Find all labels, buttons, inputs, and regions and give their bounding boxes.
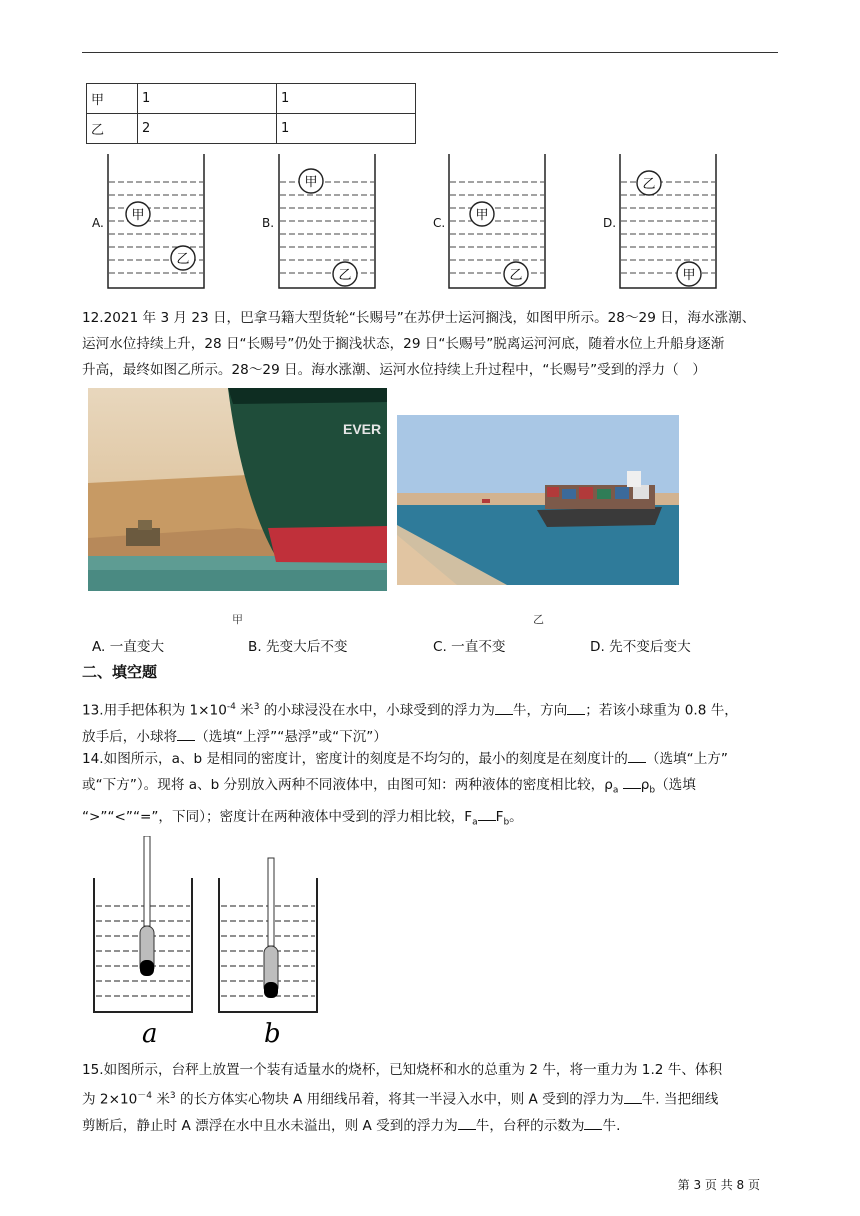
text: 剪断后，静止时 A 漂浮在水中且水未溢出，则 A 受到的浮力为 [82, 1117, 458, 1134]
table-cell: 2 [138, 114, 277, 144]
superscript: －4 [137, 1091, 152, 1101]
photo-caption-jia: 甲 [232, 613, 243, 626]
text: 的长方体实心物块 A 用细线吊着，将其一半浸入水中，则 A 受到的浮力为 [175, 1091, 624, 1108]
q13-line-1 [82, 694, 782, 724]
q12-line-2: 运河水位持续上升，28 日“长赐号”仍处于搁浅状态，29 日“长赐号”脱离运河河底，随着水位上升船身逐渐 [82, 336, 725, 352]
small-boat [482, 499, 490, 503]
photo-ship-refloated [397, 415, 679, 585]
hydrometer-figure [88, 836, 328, 1046]
water-lines [280, 182, 374, 273]
water-lines [621, 182, 715, 273]
fig-label-b: b [264, 1019, 281, 1046]
table-cell: 1 [138, 84, 277, 114]
option-d-label: D. [603, 216, 617, 230]
text: 米 [152, 1091, 170, 1108]
subscript: a [612, 785, 619, 796]
text: ρ [640, 777, 650, 793]
table-row [87, 114, 416, 144]
answer-blank[interactable] [623, 774, 641, 789]
option-b-label: B. [262, 216, 275, 230]
text: 牛. 当把细线 [641, 1091, 719, 1108]
q14-text [82, 746, 782, 835]
q14-line-3 [82, 804, 782, 836]
ball-yi-label: 乙 [176, 252, 190, 267]
subscript: a [472, 817, 478, 828]
q13-text [82, 694, 782, 750]
q15-line-1: 15.如图所示，台秤上放置一个装有适量水的烧杯，已知烧杯和水的总重为 2 牛，将一重力为 1.2 牛、体积 [82, 1062, 723, 1078]
fig-label-a: a [142, 1019, 158, 1046]
water-lines [450, 182, 544, 273]
table-cell: 1 [277, 114, 416, 144]
answer-blank[interactable] [584, 1115, 602, 1130]
answer-blank[interactable] [458, 1115, 476, 1130]
text: 的小球浸没在水中，小球受到的浮力为 [259, 702, 495, 719]
superscript: 3 [253, 702, 260, 712]
text: 牛. [602, 1117, 621, 1134]
text: 13.用手把体积为 1×10 [82, 702, 227, 719]
subscript: b [649, 785, 656, 796]
table-cell: 甲 [87, 84, 138, 114]
superscript: -4 [226, 702, 236, 712]
text: ；若该小球重为 0.8 牛， [585, 702, 738, 719]
subscript: b [503, 817, 510, 828]
text: F [495, 808, 504, 825]
text: 米 [235, 702, 254, 719]
text: 或“下方”）。现将 a、b 分别放入两种不同液体中，由图可知：两种液体的密度相比较，ρ [82, 777, 613, 793]
ball-jia-label: 甲 [682, 268, 696, 283]
ball-jia-label: 甲 [304, 175, 318, 190]
q12-line-1: 12.2021 年 3 月 23 日，巴拿马籍大型货轮“长赐号”在苏伊士运河搁浅，如图甲所示。28～29 日，海水涨潮、 [82, 310, 756, 326]
q12-text [82, 305, 782, 383]
page-footer: 第 3 页 共 8 页 [677, 1178, 760, 1192]
photo-caption-yi: 乙 [533, 613, 544, 626]
q15-line-2 [82, 1083, 782, 1113]
beaker-b-fig [219, 858, 317, 1012]
ball-jia-label: 甲 [131, 208, 145, 223]
answer-blank[interactable] [624, 1089, 642, 1104]
section-title: 二、填空题 [82, 663, 158, 681]
beaker-a [105, 152, 207, 290]
photo-ship-stranded [88, 388, 387, 591]
q15-line-3 [82, 1113, 782, 1139]
ball-yi-label: 乙 [338, 268, 352, 283]
option-c-label: C. [433, 216, 446, 230]
choice-d: D. 先不变后变大 [590, 639, 691, 655]
beaker-a-fig [94, 836, 192, 1012]
density-table [86, 83, 416, 144]
text: 14.如图所示，a、b 是相同的密度计，密度计的刻度是不均匀的，最小的刻度是在刻度计的 [82, 751, 628, 767]
ship-name-text: EVER [343, 421, 382, 437]
table-cell: 1 [277, 84, 416, 114]
table-row [87, 84, 416, 114]
q14-line-1 [82, 746, 782, 772]
answer-blank[interactable] [495, 700, 513, 715]
ball-yi-label: 乙 [642, 177, 656, 192]
beaker-c [446, 152, 548, 290]
ball-yi-label: 乙 [509, 268, 523, 283]
header-rule [82, 52, 778, 53]
text: 放手后，小球将 [82, 728, 178, 745]
text: （选填 [655, 777, 696, 793]
choice-a: A. 一直变大 [92, 639, 165, 655]
choice-c: C. 一直不变 [433, 639, 506, 655]
superscript: 3 [169, 1091, 176, 1101]
option-a-label: A. [92, 216, 104, 230]
text: “>”“<”“=”，下同）；密度计在两种液体中受到的浮力相比较，F [82, 808, 473, 825]
q12-line-3: 升高，最终如图乙所示。28～29 日。海水涨潮、运河水位持续上升过程中，“长赐号”受到的浮力（ ） [82, 362, 706, 378]
answer-blank[interactable] [177, 726, 195, 741]
beaker-d [617, 152, 719, 290]
answer-blank[interactable] [628, 748, 646, 763]
table-cell: 乙 [87, 114, 138, 144]
answer-blank[interactable] [567, 700, 585, 715]
text: （选填“上方” [645, 751, 728, 767]
q14-line-2 [82, 772, 782, 804]
text: 牛，方向 [512, 702, 568, 719]
answer-blank[interactable] [478, 806, 496, 821]
text: 牛，台秤的示数为 [475, 1117, 585, 1134]
text: （选填“上浮”“悬浮”或“下沉”） [195, 728, 387, 745]
q15-text [82, 1057, 782, 1139]
choice-b: B. 先变大后不变 [248, 639, 348, 655]
beaker-b [276, 152, 378, 290]
ball-jia-label: 甲 [475, 208, 489, 223]
text: 为 2×10 [82, 1091, 138, 1108]
text: 。 [509, 808, 523, 825]
